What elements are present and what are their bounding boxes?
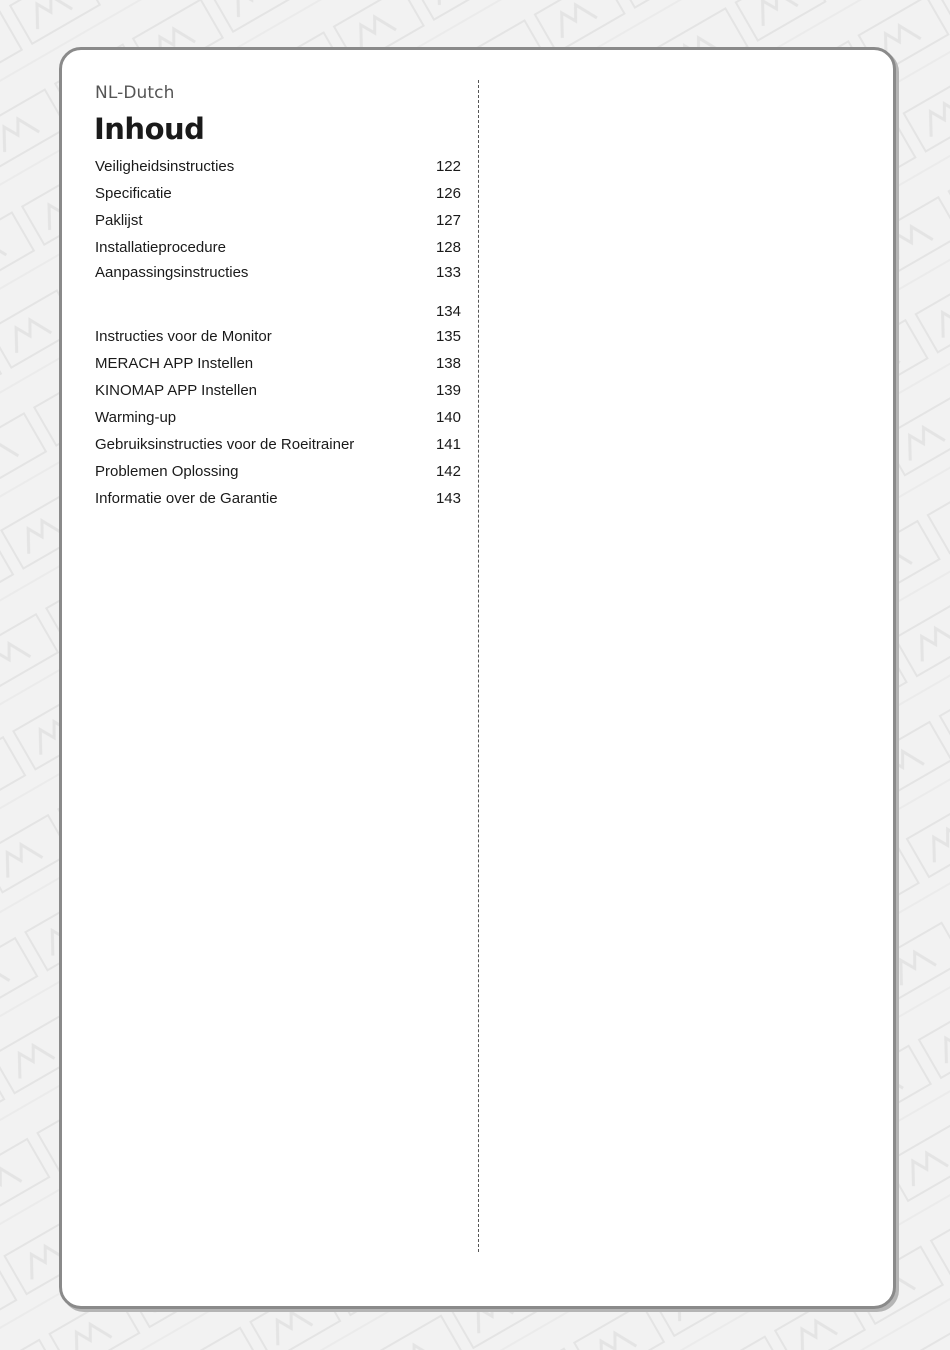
toc-entry[interactable] — [95, 354, 461, 374]
toc-entry-page: 141 — [435, 436, 461, 453]
toc-entry[interactable] — [95, 489, 461, 509]
toc-entry[interactable] — [95, 381, 461, 401]
toc-entry-page: 134 — [435, 303, 461, 320]
toc-entry-title: Paklijst — [95, 212, 143, 229]
toc-entry-page: 135 — [435, 328, 461, 345]
toc-entry[interactable] — [95, 435, 461, 455]
toc-entry[interactable] — [95, 302, 461, 322]
toc-entry-title: Gebruiksinstructies voor de Roeitrainer — [95, 436, 355, 453]
toc-entry-title: KINOMAP APP Instellen — [95, 382, 258, 399]
toc-entry-page: 138 — [435, 355, 461, 372]
toc-entry-page: 122 — [435, 158, 461, 175]
toc-entry-page: 140 — [435, 409, 461, 426]
toc-entry-page: 139 — [435, 382, 461, 399]
toc-entry-page: 128 — [435, 239, 461, 256]
toc-entry-title: Veiligheidsinstructies — [95, 158, 235, 175]
toc-entry-title: Problemen Oplossing — [95, 463, 239, 480]
toc-entry-title: Specificatie — [95, 185, 172, 202]
page-title: Inhoud — [94, 112, 205, 146]
toc-entry[interactable] — [95, 263, 461, 283]
toc-entry-title: Aanpassingsinstructies — [95, 264, 249, 281]
toc-entry-title: Informatie over de Garantie — [95, 490, 278, 507]
toc-entry-title: Instructies voor de Monitor — [95, 328, 272, 345]
column-divider — [478, 80, 479, 1252]
toc-entry[interactable] — [95, 211, 461, 231]
toc-entry-page: 142 — [435, 463, 461, 480]
language-label: NL-Dutch — [95, 83, 175, 103]
toc-entry[interactable] — [95, 157, 461, 177]
toc-entry-title: Warming-up — [95, 409, 177, 426]
toc-entry[interactable] — [95, 184, 461, 204]
toc-entry-page: 143 — [435, 490, 461, 507]
toc-entry[interactable] — [95, 462, 461, 482]
toc-entry-title: Installatieprocedure — [95, 239, 226, 256]
toc-entry-page: 126 — [435, 185, 461, 202]
toc-entry-title: MERACH APP Instellen — [95, 355, 254, 372]
toc-entry[interactable] — [95, 327, 461, 347]
toc-entry[interactable] — [95, 408, 461, 428]
toc-entry-page: 133 — [435, 264, 461, 281]
toc-entry[interactable] — [95, 238, 461, 258]
document-page — [59, 47, 896, 1309]
toc-entry-page: 127 — [435, 212, 461, 229]
